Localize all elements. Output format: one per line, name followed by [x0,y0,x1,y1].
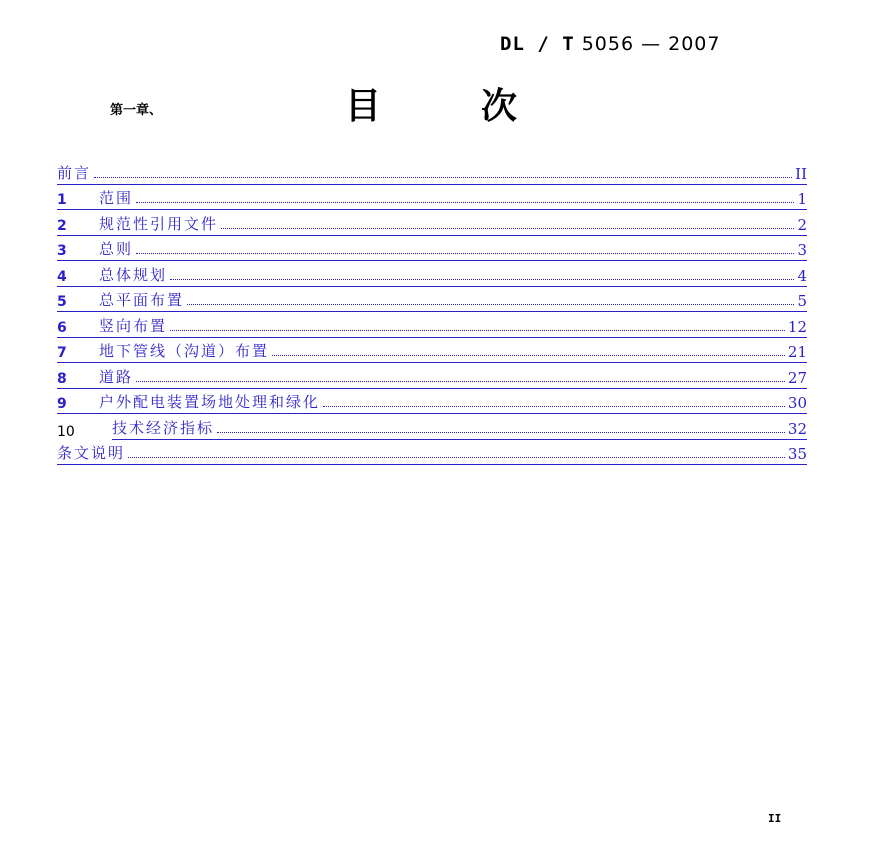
toc-entry-5[interactable] [57,287,807,313]
page-number: II [768,812,782,825]
toc-entry-1[interactable] [57,185,807,211]
toc-page: 3 [797,241,807,259]
page-title: 目次 [345,86,618,127]
toc-leader [187,303,794,305]
toc-number: 9 [57,396,67,412]
toc-leader [272,354,785,356]
toc-entry-preface[interactable] [57,159,807,185]
toc-label: 道路 [99,367,134,386]
toc-label: 前言 [57,163,92,182]
toc-page: 5 [797,292,807,310]
toc-entry-8[interactable] [57,363,807,389]
toc-leader [94,176,792,178]
toc-leader [128,456,785,458]
toc-number: 2 [57,217,67,234]
toc-label: 总则 [99,240,134,258]
toc-page: 27 [787,368,807,387]
standard-number: 5056 — 2007 [581,33,721,55]
toc-entry-9[interactable] [57,389,807,415]
toc-page: 35 [787,445,807,463]
toc-entry-explanation[interactable] [57,440,807,466]
toc-number: 3 [57,243,67,259]
toc-label: 户外配电装置场地处理和绿化 [99,393,321,411]
standard-prefix: DL / T [500,33,575,55]
toc-leader [136,380,785,382]
toc-page: 30 [787,394,807,412]
toc-entry-4[interactable] [57,261,807,287]
toc-page: 1 [797,190,807,208]
table-of-contents [57,159,807,465]
toc-leader [217,431,785,433]
toc-label: 地下管线（沟道）布置 [99,342,270,360]
toc-number: 8 [57,370,67,387]
toc-number: 1 [57,192,67,208]
toc-label: 规范性引用文件 [99,214,219,233]
toc-entry-10[interactable] [57,414,807,440]
toc-number: 4 [57,268,67,285]
toc-label: 总平面布置 [99,291,185,309]
toc-label: 竖向布置 [99,316,168,335]
toc-entry-6[interactable] [57,312,807,338]
toc-number: 10 [57,423,75,440]
toc-leader [136,201,794,203]
toc-entry-3[interactable] [57,236,807,262]
toc-number: 6 [57,319,67,336]
toc-label: 范围 [99,189,134,207]
toc-leader [170,278,794,280]
toc-label: 技术经济指标 [112,418,215,437]
toc-page: II [795,164,807,183]
toc-entry-2[interactable] [57,210,807,236]
toc-page: 21 [787,343,807,361]
toc-leader [136,252,794,254]
toc-leader [170,329,785,331]
toc-number: 5 [57,294,67,310]
toc-leader [221,227,794,229]
toc-page: 2 [797,215,807,234]
toc-number: 7 [57,345,67,361]
toc-label: 总体规划 [99,265,168,284]
toc-page: 4 [797,266,807,285]
standard-code [500,33,720,55]
toc-page: 32 [787,419,807,438]
toc-entry-7[interactable] [57,338,807,364]
toc-label: 条文说明 [57,444,126,462]
chapter-label: 第一章、 [110,103,163,118]
toc-leader [323,405,785,407]
toc-page: 12 [787,317,807,336]
